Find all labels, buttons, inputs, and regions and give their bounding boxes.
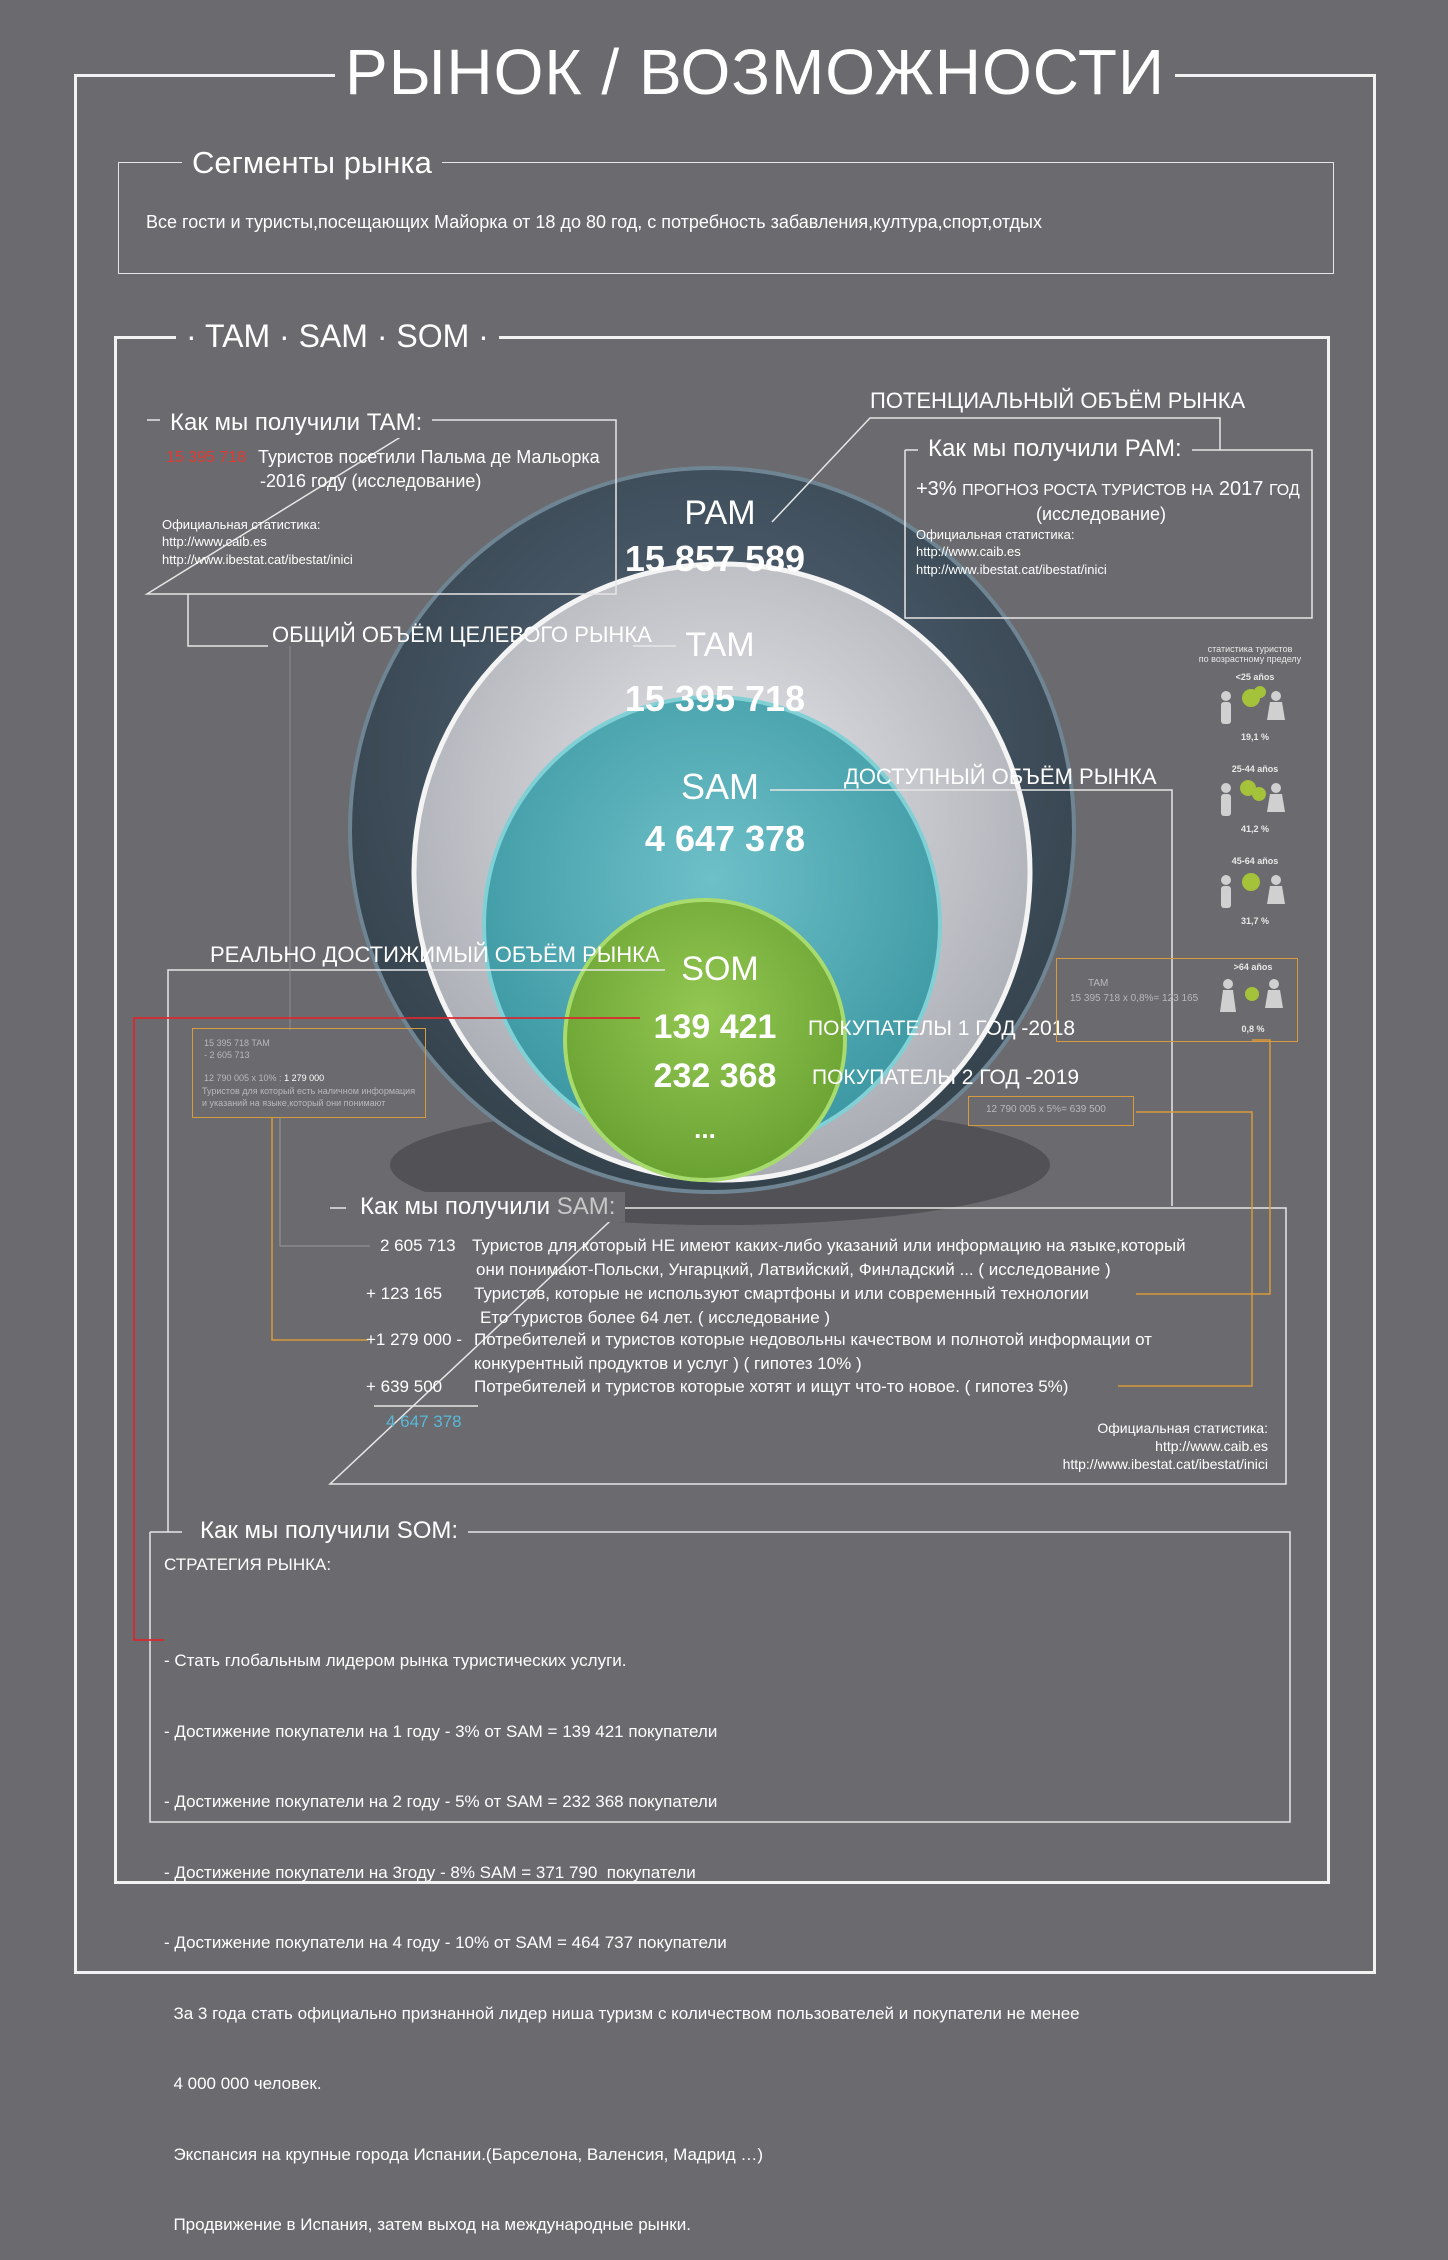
som-line-6: За 3 года стать официально признанной лидер ниша туризм с количеством пользователей и покупатели не менее bbox=[164, 2003, 1080, 2023]
age-pct-3: 31,7 % bbox=[1240, 916, 1270, 926]
som-line-1: - Стать глобальным лидером рынка туристических услуги. bbox=[164, 1651, 627, 1670]
tam-name: TAM bbox=[685, 626, 755, 664]
pam-value: 15 857 589 bbox=[624, 538, 806, 579]
page-title: РЫНОК / ВОЗМОЖНОСТИ bbox=[335, 30, 1175, 114]
tam-box-line1: Туристов посетили Пальма де Мальорка bbox=[258, 447, 600, 467]
sam-value: 4 647 378 bbox=[644, 818, 806, 859]
age-group-2 bbox=[1210, 764, 1300, 844]
calc-left-3 bbox=[204, 1073, 324, 1083]
age-range-1: <25 años bbox=[1235, 672, 1275, 682]
sam-row-2-num: + 123 165 bbox=[366, 1284, 443, 1303]
sam-link1[interactable]: http://www.caib.es bbox=[1155, 1438, 1268, 1454]
sam-row-3-t1: Потребителей и туристов которые недовольны качеством и полнотой информации от bbox=[474, 1330, 1152, 1349]
age-group-4 bbox=[1208, 962, 1298, 1040]
som-box-heading: Как мы получили SOM: bbox=[190, 1516, 468, 1546]
som-value-2: 232 368 bbox=[653, 1057, 777, 1095]
pam-box-heading: Как мы получили PAM: bbox=[918, 434, 1192, 464]
age-range-4: >64 años bbox=[1233, 962, 1273, 972]
age-range-3: 45-64 años bbox=[1231, 856, 1279, 866]
pam-link1[interactable]: http://www.caib.es bbox=[916, 544, 1021, 559]
over64-formula: 15 395 718 x 0,8%= 123 165 bbox=[1070, 993, 1199, 1004]
som-line-9: Продвижение в Испания, затем выход на международные рынки. bbox=[164, 2215, 691, 2234]
calc-left-5: и указаний на языке,который они понимают bbox=[202, 1098, 386, 1108]
som-line-5: - Достижение покупатели на 4 году - 10% от SAM = 464 737 покупатели bbox=[164, 1933, 727, 1952]
sam-row-2-t1: Туристов, которые не используют смартфоны и или современный технологии bbox=[474, 1284, 1089, 1303]
age-group-1 bbox=[1210, 672, 1300, 752]
sam-row-4-t1: Потребителей и туристов которые хотят и ищут что-то новое. ( гипотез 5%) bbox=[474, 1377, 1069, 1396]
age-stats-title bbox=[1180, 644, 1320, 664]
sam-row-1-t2: они понимают-Польски, Унгарцкий, Латвийский, Финладский ... ( исследование ) bbox=[476, 1260, 1111, 1279]
som-line-4: - Достижение покупатели на 3году - 8% SAM = 371 790 покупатели bbox=[164, 1862, 696, 1882]
sam-row-2-t2: Ето туристов более 64 лет. ( исследование ) bbox=[480, 1308, 831, 1327]
pam-pct: +3% bbox=[916, 478, 957, 500]
sam-row-1-num: 2 605 713 bbox=[380, 1236, 456, 1255]
tam-box-line2: -2016 году (исследование) bbox=[260, 471, 482, 491]
som-line-8: Экспансия на крупные города Испании.(Барселона, Валенсия, Мадрид …) bbox=[164, 2144, 764, 2164]
som-value-1: 139 421 bbox=[653, 1008, 777, 1046]
sam-name: SAM bbox=[680, 766, 759, 807]
sam-total: 4 647 378 bbox=[386, 1412, 462, 1431]
calc-left-3b: 1 279 000 bbox=[284, 1073, 325, 1083]
tam-box-stats-label: Официальная статистика: bbox=[162, 517, 321, 532]
age-pct-4: 0,8 % bbox=[1241, 1024, 1265, 1034]
som-name: SOM bbox=[681, 950, 759, 988]
tss-heading: · TAM · SAM · SOM · bbox=[176, 314, 499, 358]
sam-row-1-t1: Туристов для который НЕ имеют каких-либо указаний или информацию на языке,который bbox=[472, 1236, 1186, 1255]
tam-box-link2[interactable]: http://www.ibestat.cat/ibestat/inici bbox=[162, 552, 353, 567]
som-dots: ... bbox=[694, 1114, 716, 1144]
sam-caption: ДОСТУПНЫЙ ОБЪЁМ РЫНКА bbox=[844, 764, 1157, 789]
pam-name: PAM bbox=[684, 494, 756, 532]
som-caption: РЕАЛЬНО ДОСТИЖИМЫЙ ОБЪЁМ РЫНКА bbox=[210, 942, 660, 967]
over64-tam-label: TAM bbox=[1088, 978, 1109, 989]
sam-box-heading-a: Как мы получили bbox=[360, 1193, 557, 1220]
som-line-2: - Достижение покупатели на 1 году - 3% от SAM = 139 421 покупатели bbox=[164, 1721, 718, 1741]
age-stats-title-2: по возрастному пределу bbox=[1198, 654, 1302, 664]
age-stats-title-1: статистика туристов bbox=[1207, 644, 1293, 654]
tam-caption: ОБЩИЙ ОБЪЁМ ЦЕЛЕВОГО РЫНКА bbox=[272, 622, 652, 647]
pam-link2[interactable]: http://www.ibestat.cat/ibestat/inici bbox=[916, 562, 1107, 577]
sam-stats-label: Официальная статистика: bbox=[1097, 1420, 1268, 1436]
sam-box-heading bbox=[350, 1192, 625, 1222]
som-line-3: - Достижение покупатели на 2 году - 5% от SAM = 232 368 покупатели bbox=[164, 1792, 718, 1811]
age-range-2: 25-44 años bbox=[1231, 764, 1279, 774]
sam-link2[interactable]: http://www.ibestat.cat/ibestat/inici bbox=[1062, 1456, 1268, 1472]
tam-value: 15 395 718 bbox=[624, 678, 806, 719]
som-line-7: 4 000 000 человек. bbox=[164, 2074, 322, 2093]
buyers-2: ПОКУПАТЕЛЫ 2 ГОД -2019 bbox=[812, 1066, 1080, 1089]
segments-text: Все гости и туристы,посещающих Майорка от 18 до 80 год, с потребность забавления,култура,спорт,отдых bbox=[146, 212, 1042, 232]
age-group-3 bbox=[1210, 856, 1300, 936]
pam-caption: ПОТЕНЦИАЛЬНЫЙ ОБЪЁМ РЫНКА bbox=[870, 388, 1246, 413]
sam-box-heading-b: SAM: bbox=[556, 1193, 616, 1220]
pam-year: 2017 bbox=[1218, 478, 1264, 500]
age-pct-1: 19,1 % bbox=[1240, 732, 1270, 742]
pam-forecast: ПРОГНОЗ РОСТА ТУРИСТОВ НА bbox=[962, 482, 1214, 499]
tam-box-link1[interactable]: http://www.caib.es bbox=[162, 534, 267, 549]
calc-left-2: - 2 605 713 bbox=[204, 1050, 250, 1060]
pam-year-suffix: ГОД bbox=[1268, 482, 1300, 499]
sam-row-4-num: + 639 500 bbox=[366, 1377, 443, 1396]
tam-box-heading: Как мы получили TAM: bbox=[160, 408, 432, 438]
calc-right-text: 12 790 005 x 5%= 639 500 bbox=[986, 1104, 1106, 1115]
calc-left-3a: 12 790 005 x 10% : bbox=[204, 1073, 282, 1083]
age-pct-2: 41,2 % bbox=[1240, 824, 1270, 834]
elderly-icon bbox=[1208, 972, 1298, 1028]
sam-row-3-num: +1 279 000 - bbox=[366, 1330, 462, 1349]
som-strategy-list bbox=[164, 1602, 1080, 2260]
som-strategy-title: СТРАТЕГИЯ РЫНКА: bbox=[164, 1555, 332, 1574]
calc-left-4: Туристов для который есть наличном информация bbox=[202, 1086, 416, 1096]
pam-stats-label: Официальная статистика: bbox=[916, 527, 1075, 542]
tam-box-number: 15 395 718 bbox=[166, 449, 247, 466]
buyers-1: ПОКУПАТЕЛЫ 1 ГОД -2018 bbox=[808, 1017, 1076, 1040]
segments-heading: Сегменты рынка bbox=[182, 144, 442, 182]
pam-research: (исследование) bbox=[1036, 504, 1167, 524]
sam-row-3-t2: конкурентный продуктов и услуг ) ( гипотез 10% ) bbox=[474, 1354, 862, 1373]
pam-box-forecast-line bbox=[916, 478, 1300, 501]
calc-left-1: 15 395 718 TAM bbox=[204, 1038, 270, 1048]
